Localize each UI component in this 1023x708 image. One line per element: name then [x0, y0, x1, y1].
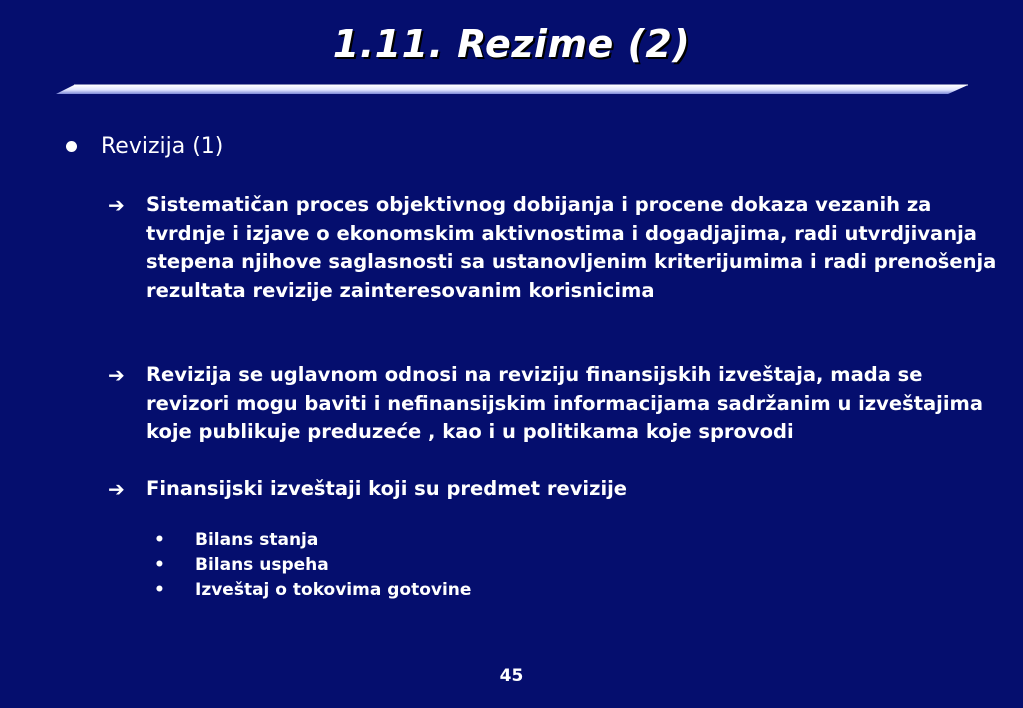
list-item-label: Izveštaj o tokovima gotovine: [195, 580, 472, 600]
page-number: 45: [499, 666, 524, 686]
list-item-label: Bilans stanja: [195, 530, 319, 550]
bullet-icon: •: [154, 555, 165, 575]
list-item: [152, 578, 471, 603]
list-item: [152, 528, 471, 553]
arrow-item-definition: [108, 191, 998, 305]
arrow-item-scope: [108, 361, 998, 447]
arrow-right-icon: ➔: [108, 363, 125, 387]
list-item: [152, 553, 471, 578]
item-text: Sistematičan proces objektivnog dobijanja i procene dokaza vezanih za tvrdnje i izjave o ekonomskim aktivnostima i dogadjajima, radi utvrdjivanja stepena njihove saglasnosti sa ustanovljenim kriterijumima i radi prenošenja rezultata revizije zainteresovanim korisnicima: [146, 193, 997, 302]
list-item-label: Bilans uspeha: [195, 555, 329, 575]
title-divider-shape: [56, 84, 968, 96]
main-bullet: [66, 134, 223, 159]
financial-statements-list: [152, 528, 471, 603]
item-text: Revizija se uglavnom odnosi na reviziju finansijskih izveštaja, mada se revizori mogu baviti i nefinansijskim informacijama sadržanim u izveštajima koje publikuje preduzeće , kao i u politikama koje sprovodi: [146, 363, 984, 443]
arrow-right-icon: ➔: [108, 477, 125, 501]
arrow-item-financial-statements: [108, 475, 998, 504]
main-bullet-label: Revizija (1): [101, 134, 224, 159]
title-divider: [56, 84, 968, 96]
bullet-icon: •: [154, 580, 165, 600]
round-bullet-icon: [66, 141, 77, 152]
item-text: Finansijski izveštaji koji su predmet revizije: [146, 477, 628, 500]
bullet-icon: •: [154, 530, 165, 550]
arrow-right-icon: ➔: [108, 193, 125, 217]
slide-title: 1.11. Rezime (2): [332, 22, 691, 66]
